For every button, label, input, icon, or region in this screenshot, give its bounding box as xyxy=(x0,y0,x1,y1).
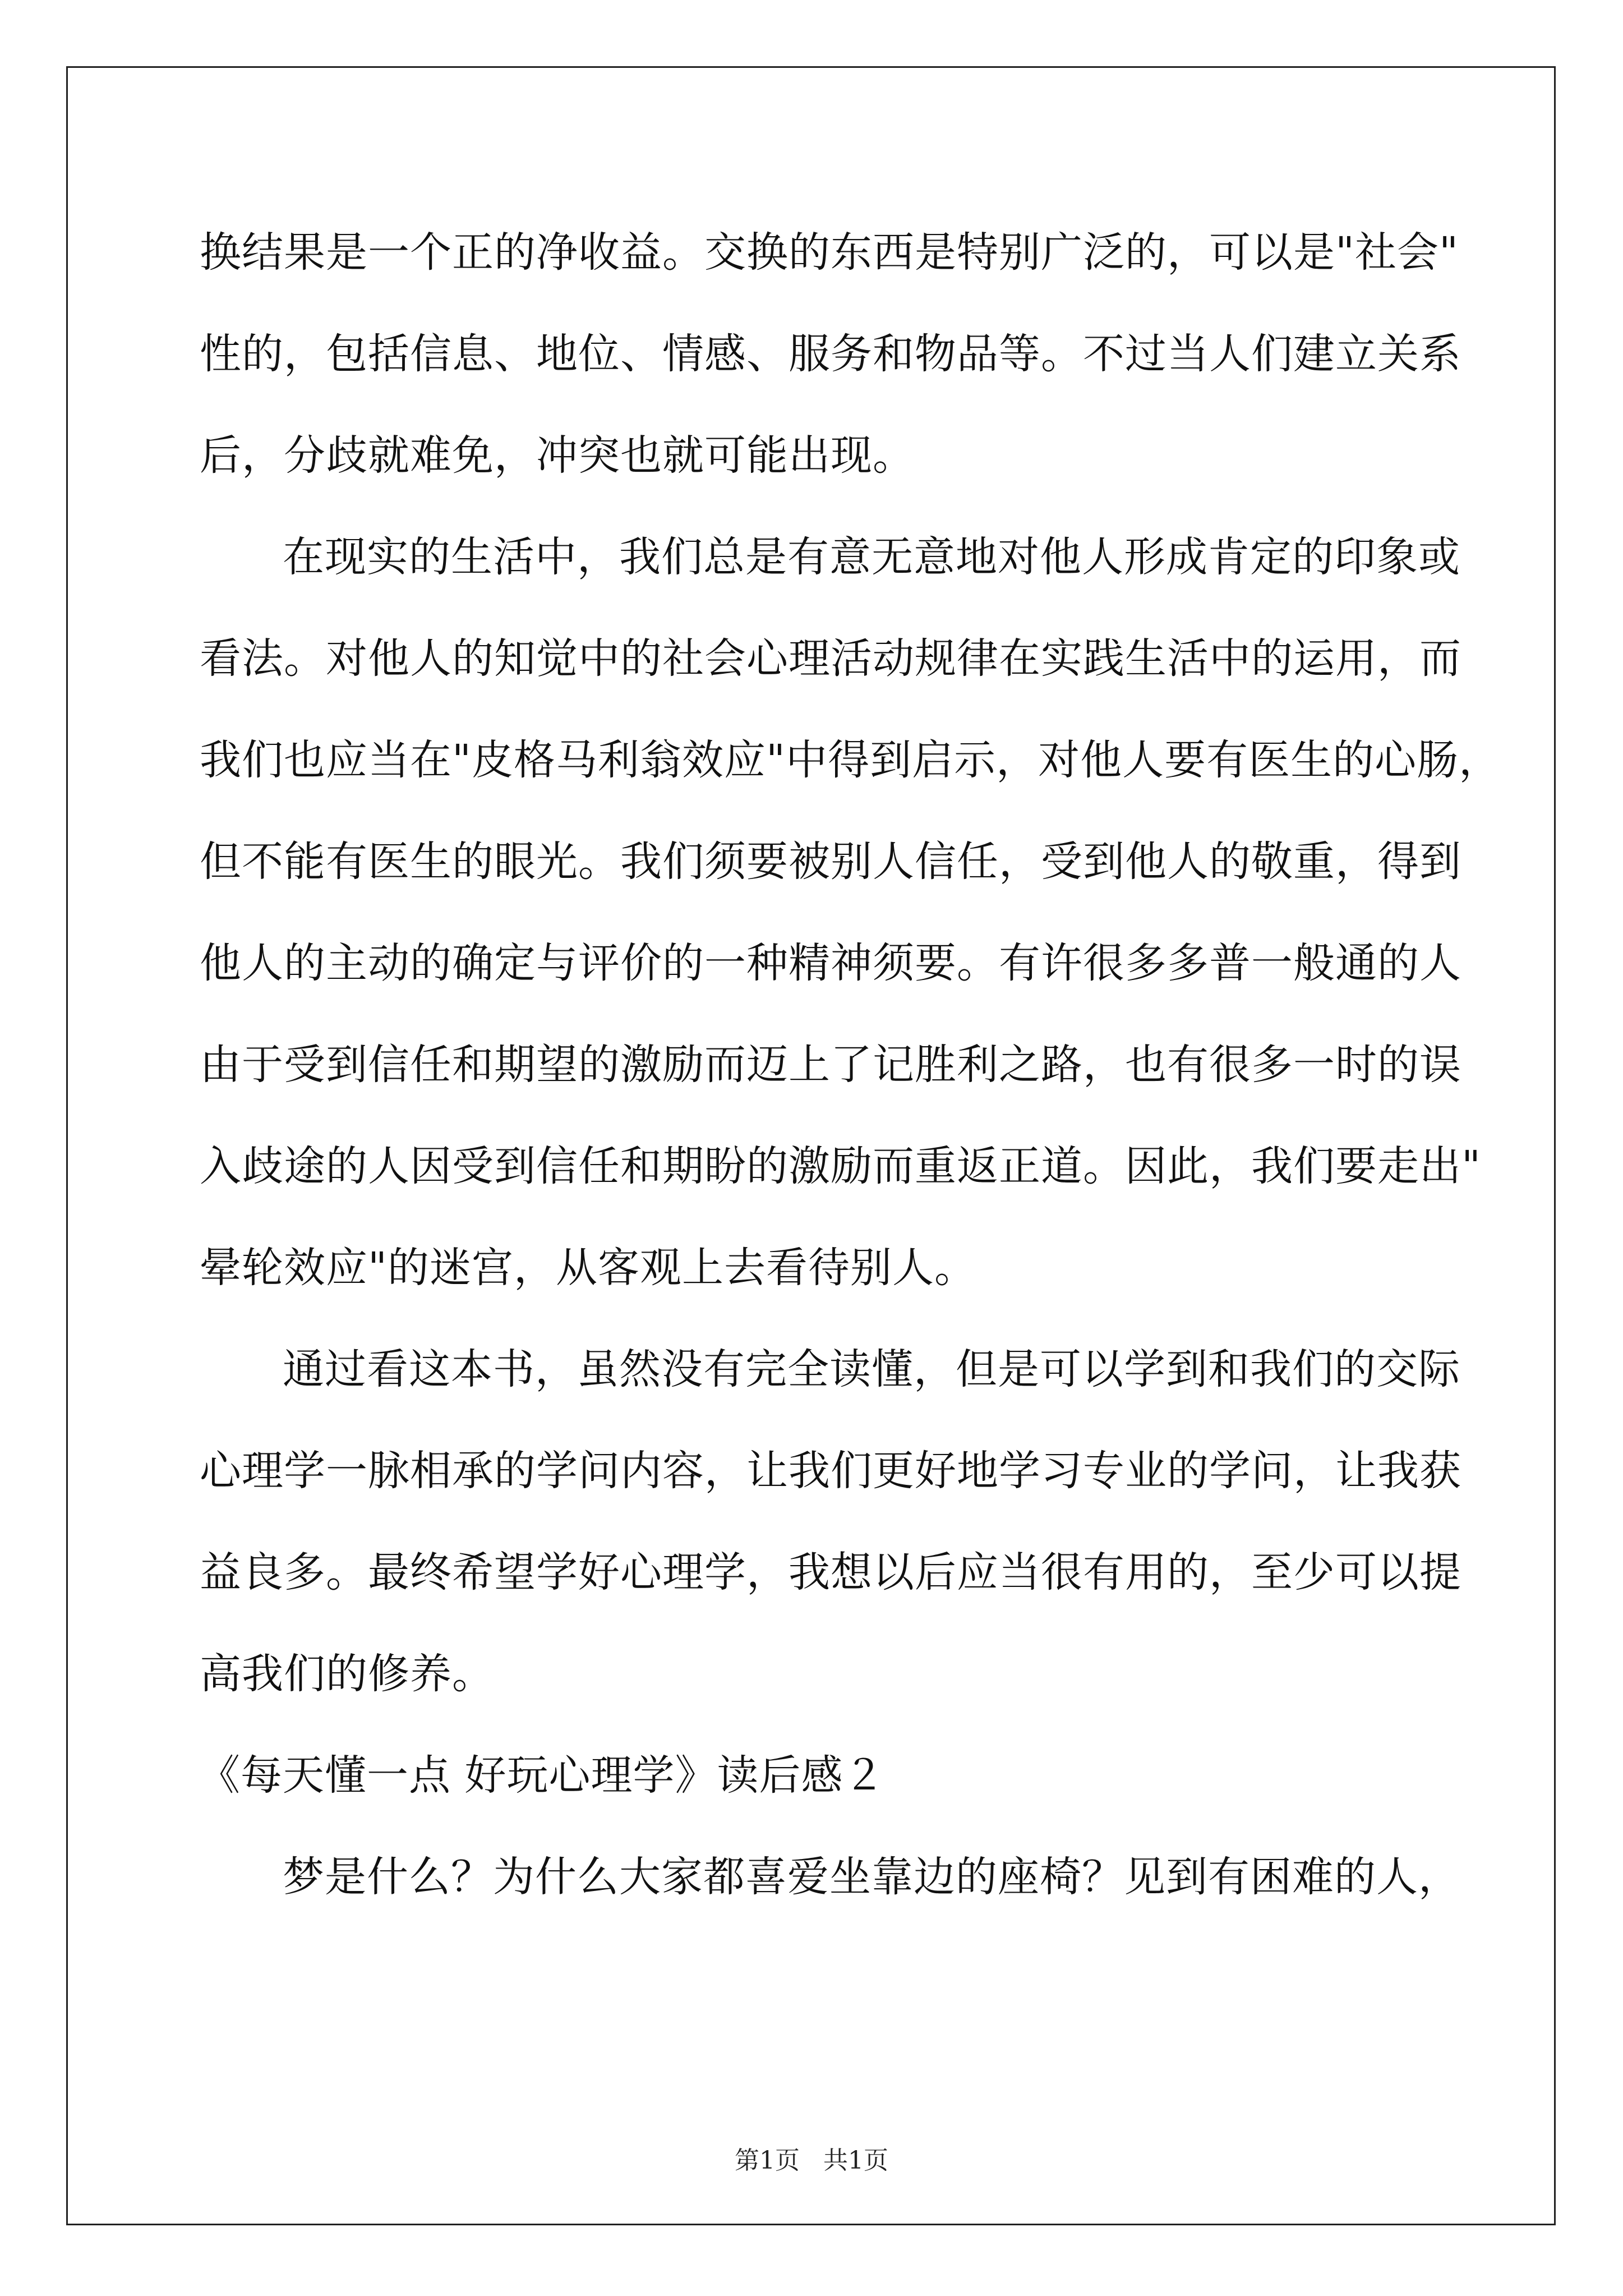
body-line: 我们也应当在"皮格马利翁效应"中得到启示，对他人要有医生的心肠， xyxy=(200,736,1501,784)
paragraph-start-line: 通过看这本书，虽然没有完全读懂，但是可以学到和我们的交际 xyxy=(283,1345,1460,1393)
body-line: 他人的主动的确定与评价的一种精神须要。有许很多多普一般通的人 xyxy=(200,939,1461,987)
body-line: 入歧途的人因受到信任和期盼的激励而重返正道。因此，我们要走出" xyxy=(200,1142,1482,1190)
document-body xyxy=(199,202,1501,1928)
body-line: 晕轮效应"的迷宫，从客观上去看待别人。 xyxy=(200,1244,977,1292)
body-line: 由于受到信任和期望的激励而迈上了记胜利之路，也有很多一时的误 xyxy=(200,1041,1461,1089)
paragraph-start-line: 梦是什么？为什么大家都喜爱坐靠边的座椅？见到有困难的人， xyxy=(283,1853,1460,1901)
body-line: 后，分歧就难免，冲突也就可能出现。 xyxy=(200,431,915,480)
body-line: 但不能有医生的眼光。我们须要被别人信任，受到他人的敬重，得到 xyxy=(200,838,1461,886)
body-line: 看法。对他人的知觉中的社会心理活动规律在实践生活中的运用，而 xyxy=(200,634,1461,683)
section-heading: 《每天懂一点 好玩心理学》读后感２ xyxy=(199,1751,886,1800)
body-line: 换结果是一个正的净收益。交换的东西是特别广泛的，可以是"社会" xyxy=(200,228,1459,277)
page-number-footer: 第1页 共1页 xyxy=(735,2146,888,2175)
body-line: 高我们的修养。 xyxy=(200,1650,494,1698)
body-line: 益良多。最终希望学好心理学，我想以后应当很有用的，至少可以提 xyxy=(200,1548,1461,1596)
body-line: 性的，包括信息、地位、情感、服务和物品等。不过当人们建立关系 xyxy=(200,330,1461,378)
body-line: 心理学一脉相承的学问内容，让我们更好地学习专业的学问，让我获 xyxy=(200,1447,1461,1495)
paragraph-start-line: 在现实的生活中，我们总是有意无意地对他人形成肯定的印象或 xyxy=(283,533,1460,581)
